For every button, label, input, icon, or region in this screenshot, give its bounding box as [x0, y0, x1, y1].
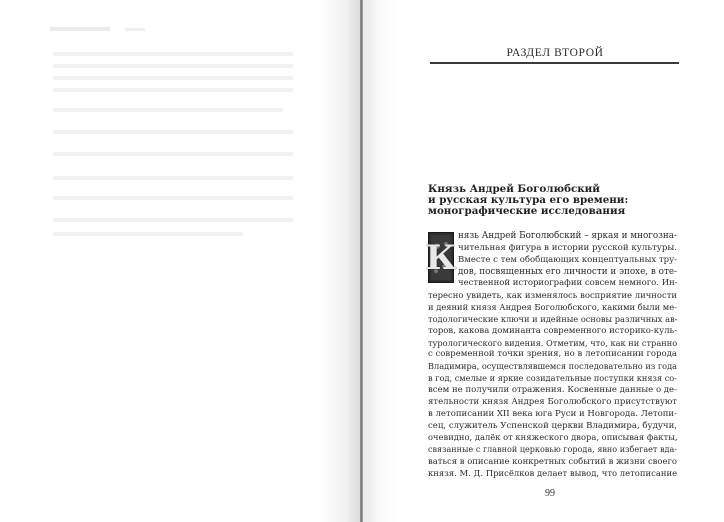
bleed-through-mark [50, 27, 110, 31]
body-line: торов, какова доминанта современного историко-куль- [428, 325, 677, 336]
body-line: с современной точки зрения, но в летописании города [428, 349, 677, 360]
article-title-line: монографические исследования [428, 205, 626, 217]
bleed-through-mark [53, 232, 243, 236]
header-rule [430, 62, 679, 64]
body-line: Вместе с тем обобщающих концептуальных тру- [458, 254, 677, 265]
body-line: дов, посвященных его личности и эпохе, в оте- [458, 266, 677, 277]
body-line: чественной историографии совсем немного. Ин- [458, 278, 678, 289]
bleed-through-mark [53, 88, 293, 92]
body-line: турологического видения. Отметим, что, как ни странно [428, 337, 678, 348]
bleed-through-mark [53, 52, 293, 56]
body-text [425, 231, 678, 480]
drop-cap-letter: К [425, 237, 457, 278]
body-line: в летописании XII века юга Руси и Новгорода. Летопи- [428, 408, 678, 419]
bleed-through-mark [53, 176, 293, 180]
body-line: связанные с главной церковью города, явно избегает вда- [428, 445, 677, 455]
running-head: РАЗДЕЛ ВТОРОЙ [506, 47, 604, 59]
body-line: всем не получили отражения. Косвенные данные о де- [428, 384, 677, 395]
article-title-line: Князь Андрей Боголюбский [428, 183, 600, 195]
bleed-through-mark [53, 152, 293, 156]
body-line: князя. М. Д. Присёлков делает вывод, что летописание [428, 467, 678, 478]
body-line: сец, служитель Успенской церкви Владимира, будучи, [428, 420, 677, 431]
bleed-through-mark [53, 196, 293, 200]
body-line: чительная фигура в истории русской культуры. [458, 242, 677, 253]
bleed-through-mark [53, 130, 293, 134]
bleed-through-mark [125, 28, 145, 31]
body-line: и деяний князя Андрея Боголюбского, какими были ме- [428, 302, 677, 313]
body-line: нязь Андрей Боголюбский – яркая и многозна- [458, 231, 677, 241]
bleed-through-mark [53, 64, 293, 68]
body-line: ваться в описание конкретных событий в жизни своего [428, 456, 677, 467]
page-number: 99 [545, 488, 555, 499]
body-line: ятельности князя Андрея Боголюбского присутствуют [428, 396, 677, 407]
left-page-blank [0, 0, 361, 522]
article-title-line: и русская культура его времени: [428, 194, 629, 206]
bleed-through-mark [53, 76, 293, 80]
body-line: тодологические ключи и идейные основы различных ав- [428, 313, 678, 324]
body-line: тересно увидеть, как изменялось восприятие личности [428, 290, 677, 301]
bleed-through-mark [53, 218, 293, 222]
body-line: очевидно, далёк от княжеского двора, описывая факты, [428, 432, 678, 443]
article-title [428, 184, 678, 217]
body-line: в год, смелые и яркие созидательные поступки князя со- [428, 373, 677, 384]
bleed-through-mark [53, 108, 283, 112]
body-line: Владимира, осуществлявшемся последовательно из года [428, 361, 678, 372]
